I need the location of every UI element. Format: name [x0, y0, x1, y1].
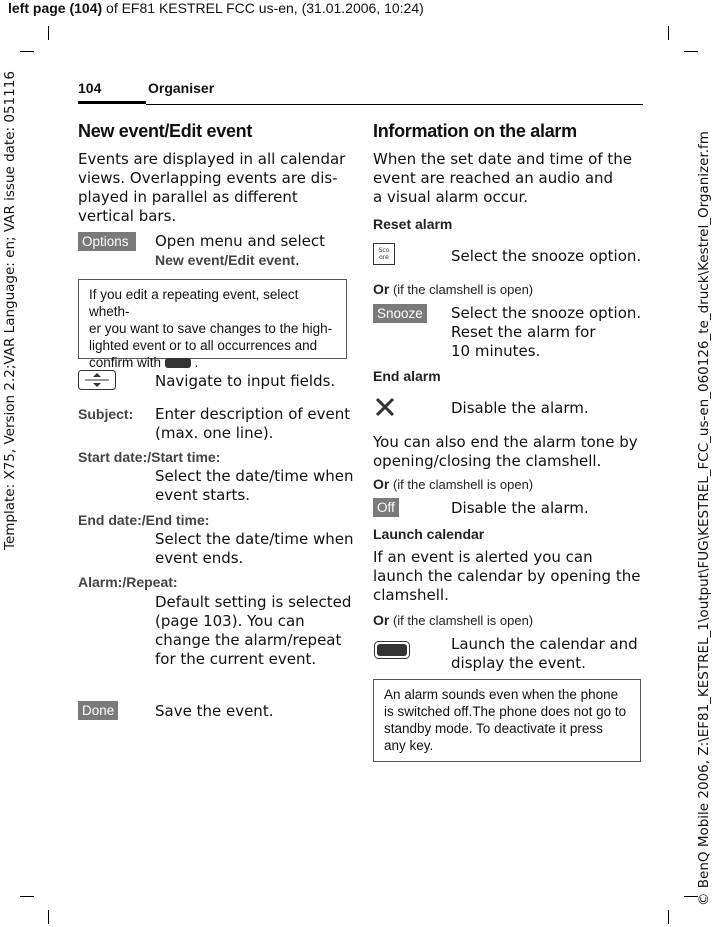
launch-intro-line: launch the calendar by opening the — [373, 567, 641, 585]
options-end: . — [295, 251, 300, 269]
launch-description — [451, 635, 638, 673]
or-clamshell-1 — [373, 281, 533, 297]
start-label: Start date:/Start time: — [78, 449, 221, 465]
left-heading: New event/Edit event — [78, 121, 253, 141]
or-clamshell-2 — [373, 476, 533, 492]
crop-mark — [684, 51, 698, 52]
left-intro-line: played in parallel as different — [78, 188, 298, 206]
done-text: Save the event. — [155, 702, 274, 720]
print-header — [8, 0, 424, 16]
crop-mark — [20, 896, 34, 897]
template-sidebar-text: Template: X75, Version 2.2;VAR Language: en; VAR issue date: 051116 — [2, 71, 18, 550]
subject-description — [155, 405, 350, 443]
note-end: . — [194, 355, 199, 370]
start-line: Select the date/time when — [155, 467, 354, 485]
snooze-key-description — [451, 304, 641, 361]
snooze-icon-top: Sco — [378, 247, 390, 254]
options-softkey[interactable]: Options — [78, 232, 136, 251]
copyright-sidebar-text: © BenQ Mobile 2006, Z:\EF81_KESTREL_1\output\FUG\KESTREL_FCC_us-en_060126_te_druck\Kestrel_Organizer.fm — [696, 131, 712, 906]
crop-mark — [48, 910, 49, 924]
start-line: event starts. — [155, 486, 251, 504]
reset-alarm-heading: Reset alarm — [373, 216, 453, 232]
note-line: An alarm sounds even when the phone — [384, 687, 619, 702]
or-word: Or — [373, 281, 390, 297]
alarm-line: (page 103). You can — [155, 612, 305, 630]
print-header-page: left page (104) — [8, 0, 103, 16]
right-intro — [373, 150, 632, 207]
print-header-rest: of EF81 KESTREL FCC us-en, (31.01.2006, 10:24) — [102, 0, 424, 16]
right-heading: Information on the alarm — [373, 121, 577, 141]
end-line: event ends. — [155, 549, 244, 567]
right-intro-line: When the set date and time of the — [373, 150, 632, 168]
snooze-key-line: 10 minutes. — [451, 342, 541, 360]
alarm-line: for the current event. — [155, 650, 317, 668]
launch-intro — [373, 548, 640, 605]
header-rule — [146, 104, 643, 105]
snooze-key-line: Select the snooze option. — [451, 304, 642, 322]
crop-mark — [668, 910, 669, 924]
off-text: Disable the alarm. — [451, 499, 589, 517]
right-intro-line: a visual alarm occur. — [373, 188, 529, 206]
alarm-line: Default setting is selected — [155, 593, 352, 611]
launch-line: Launch the calendar and — [451, 635, 638, 653]
copyright-sidebar — [696, 96, 718, 906]
end-key-x-icon — [374, 396, 396, 422]
center-key-icon — [165, 358, 191, 368]
alarm-description — [155, 593, 351, 669]
clamshell-paragraph — [373, 433, 638, 471]
note-line: confirm with — [89, 355, 162, 370]
subject-line: (max. one line). — [155, 424, 274, 442]
note-line: lighted event or to all occurrences and — [89, 338, 318, 353]
note-line: er you want to save changes to the high- — [89, 321, 333, 336]
crop-mark — [48, 26, 49, 40]
launch-intro-line: If an event is alerted you can — [373, 548, 593, 566]
page-section: Organiser — [148, 80, 215, 96]
clamshell-line: You can also end the alarm tone by — [373, 433, 638, 451]
launch-calendar-heading: Launch calendar — [373, 526, 485, 542]
left-intro-line: vertical bars. — [78, 207, 177, 225]
done-softkey[interactable]: Done — [78, 701, 118, 720]
or-note: (if the clamshell is open) — [389, 477, 534, 492]
end-label: End date:/End time: — [78, 512, 210, 528]
left-intro-line: Events are displayed in all calendar — [78, 150, 346, 168]
end-line: Select the date/time when — [155, 530, 354, 548]
or-clamshell-3 — [373, 612, 533, 628]
snooze-icon-bottom: ore — [379, 254, 389, 261]
subject-label: Subject: — [78, 406, 134, 422]
snooze-softkey[interactable]: Snooze — [373, 304, 427, 323]
template-sidebar — [2, 60, 24, 550]
end-description — [155, 530, 353, 568]
left-note-box — [78, 279, 347, 370]
alarm-line: change the alarm/repeat — [155, 631, 342, 649]
note-line: any key. — [384, 738, 434, 753]
snooze-key-line: Reset the alarm for — [451, 323, 596, 341]
clamshell-line: opening/closing the clamshell. — [373, 452, 602, 470]
or-word: Or — [373, 612, 390, 628]
center-key-icon — [374, 641, 410, 663]
disable-text: Disable the alarm. — [451, 399, 589, 417]
snooze-icon — [373, 243, 395, 269]
options-menu-ref: New event/Edit event — [155, 252, 296, 268]
or-note: (if the clamshell is open) — [389, 282, 534, 297]
page-number: 104 — [78, 80, 102, 96]
options-description — [155, 232, 325, 270]
note-line: standby mode. To deactivate it press — [384, 721, 603, 736]
or-word: Or — [373, 476, 390, 492]
left-intro-line: views. Overlapping events are dis- — [78, 169, 338, 187]
subject-line: Enter description of event — [155, 405, 351, 423]
navigate-text: Navigate to input fields. — [155, 372, 336, 390]
start-description — [155, 467, 353, 505]
note-line: is switched off.The phone does not go to — [384, 704, 627, 719]
note-line: If you edit a repeating event, select wheth- — [89, 287, 299, 319]
snooze-text: Select the snooze option. — [451, 247, 642, 265]
alarm-label: Alarm:/Repeat: — [78, 574, 178, 590]
end-alarm-heading: End alarm — [373, 368, 441, 384]
left-intro — [78, 150, 345, 226]
crop-mark — [668, 26, 669, 40]
off-softkey[interactable]: Off — [373, 498, 399, 517]
header-rule-thick — [78, 101, 146, 104]
crop-mark — [20, 51, 34, 52]
right-note-box — [373, 679, 641, 762]
navigation-key-icon — [78, 370, 116, 394]
options-text: Open menu and select — [155, 232, 326, 250]
or-note: (if the clamshell is open) — [389, 613, 534, 628]
right-intro-line: event are reached an audio and — [373, 169, 614, 187]
launch-intro-line: clamshell. — [373, 586, 449, 604]
launch-line: display the event. — [451, 654, 586, 672]
